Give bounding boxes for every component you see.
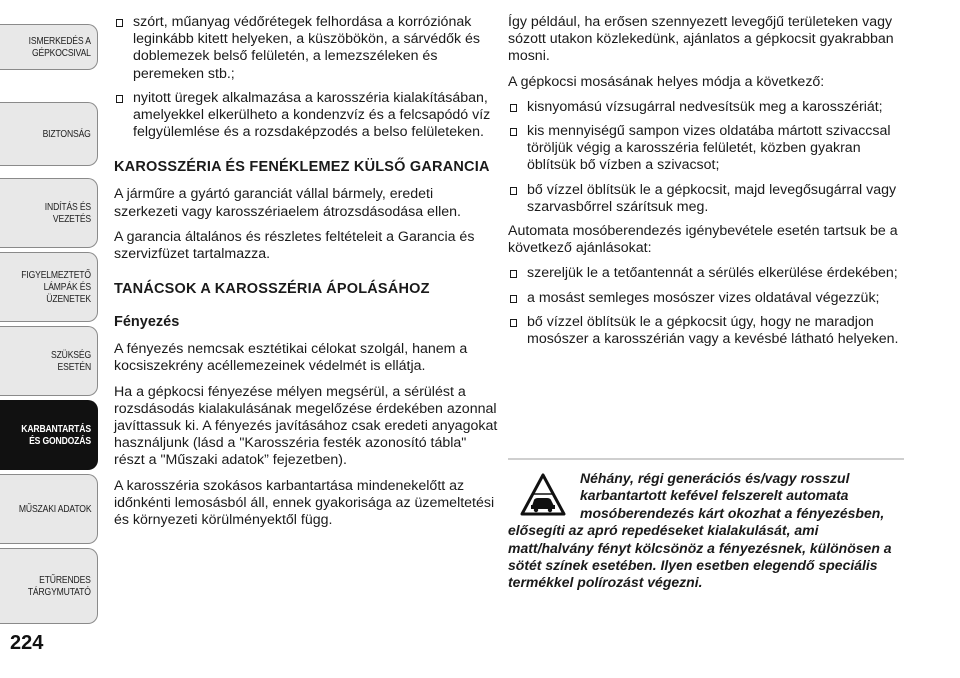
- checkbox-bullet-icon: [116, 95, 123, 103]
- list-item: [508, 182, 900, 216]
- checkbox-bullet-icon: [510, 187, 517, 195]
- paragraph: A fényezés nemcsak esztétikai célokat szolgál, hanem a kocsiszekrény acéllemezeinek védelmét is ellátja.: [114, 341, 468, 375]
- paragraph: A karosszéria szokásos karbantartása mindenekelőtt az időnkénti lemosásból áll, ennek gyakorisága az üzemeltetési és környezeti körülményektől függ.: [114, 477, 495, 529]
- list-item-text: nyitott üregek alkalmazása a karosszéria kialakításában, amelyekkel elkerülheto a kondenzvíz és a felcsapódó víz felgyülemlése és a rozsdaképzodés a belso felületeken.: [133, 89, 491, 141]
- tab-inditas[interactable]: [0, 178, 98, 248]
- checkbox-bullet-icon: [510, 319, 517, 327]
- tab-label: MŰSZAKI ADATOK: [18, 503, 91, 515]
- tab-targymutato[interactable]: [0, 548, 98, 624]
- list-item-text: bő vízzel öblítsük le a gépkocsit, majd levegősugárral vagy szarvasbőrrel szárítsuk meg.: [527, 181, 897, 215]
- left-column: [114, 14, 498, 537]
- list-item-text: a mosást semleges mosószer vizes oldatával végezzük;: [527, 289, 880, 306]
- warning-note: [508, 458, 904, 592]
- tab-label: ETŰRENDES TÁRGYMUTATÓ: [28, 574, 91, 598]
- tab-ismerkedes[interactable]: [0, 24, 98, 70]
- checkbox-bullet-icon: [510, 295, 517, 303]
- tab-label: SZÜKSÉG ESETÉN: [50, 349, 91, 373]
- list-item: [114, 14, 498, 83]
- paragraph: Automata mosóberendezés igénybevétele esetén tartsuk be a következő ajánlásokat:: [508, 223, 898, 257]
- page-number: 224: [10, 632, 44, 654]
- right-column: [508, 14, 900, 355]
- list-item-text: kisnyomású vízsugárral nedvesítsük meg a karosszériát;: [527, 98, 883, 115]
- tab-label: KARBANTARTÁS ÉS GONDOZÁS: [21, 423, 91, 447]
- subsection-heading: Fényezés: [114, 314, 180, 331]
- checkbox-bullet-icon: [510, 270, 517, 278]
- section-heading: TANÁCSOK A KAROSSZÉRIA ÁPOLÁSÁHOZ: [114, 281, 430, 298]
- paragraph: Így például, ha erősen szennyezett levegőjű területeken vagy sózott utakon közlekedünk, ajánlatos a gépkocsit gyakrabban mosni.: [508, 14, 894, 65]
- tab-label: INDÍTÁS ÉS VEZETÉS: [44, 201, 91, 225]
- tab-szukseg[interactable]: [0, 326, 98, 396]
- tab-label: BIZTONSÁG: [42, 128, 91, 140]
- list-item-text: szórt, műanyag védőrétegek felhordása a korróziónak leginkább kitett helyeken, a küszöbökön, a sárvédők és doblemezek belső felületén, a lemezszéleken és peremeken stb.;: [133, 14, 481, 82]
- checkbox-bullet-icon: [510, 104, 517, 112]
- paragraph: A járműre a gyártó garanciát vállal bármely, eredeti szerkezeti vagy karosszériaelem átrozsdásodása ellen.: [114, 186, 461, 220]
- list-item-text: kis mennyiségű sampon vizes oldatába mártott szivaccsal töröljük végig a karosszéria felületét, közben gyakran öblítsük bő vízben a szivacsot;: [527, 123, 891, 174]
- checkbox-bullet-icon: [510, 128, 517, 136]
- list-item: [508, 265, 900, 282]
- list-item: [508, 123, 900, 175]
- paragraph: Ha a gépkocsi fényezése mélyen megsérül, a sérülést a rozsdásodás kialakulásának megelőzése érdekében azonnal javíttassuk ki. A fényezés javításához csak eredeti anyagokat használjunk (lásd a "Karosszéria festék azonosító tábla" részt a "Műszaki adatok” fejezetben).: [114, 383, 498, 469]
- list-item: [508, 290, 900, 307]
- checkbox-bullet-icon: [116, 19, 123, 27]
- tab-label: FIGYELMEZTETŐ LÁMPÁK ÉS ÜZENETEK: [21, 269, 91, 305]
- paragraph: A gépkocsi mosásának helyes módja a következő:: [508, 73, 825, 90]
- list-item-text: bő vízzel öblítsük le a gépkocsit úgy, hogy ne maradjon mosószer a karosszérián vagy a kevésbé látható helyeken.: [527, 313, 899, 348]
- warning-triangle-car-icon: [520, 472, 566, 518]
- tab-karbantartas[interactable]: [0, 400, 98, 470]
- list-item: [508, 314, 900, 348]
- warning-text: Néhány, régi generációs és/vagy rosszul karbantartott kefével felszerelt automata mosóberendezés kárt okozhat a fényezésben, elősegíti az apró repedéseket kialakulását, ami matt/halvány fényt kölcsönöz a fényezésnek, különösen a sötét színek esetében. Ilyen esetben elegendő speciális termékkel polírozást végezni.: [508, 470, 892, 591]
- list-item-text: szereljük le a tetőantennát a sérülés elkerülése érdekében;: [527, 265, 898, 282]
- tab-label: ISMERKEDÉS A GÉPKOCSIVAL: [28, 35, 91, 59]
- section-heading: KAROSSZÉRIA ÉS FENÉKLEMEZ KÜLSŐ GARANCIA: [114, 159, 490, 176]
- chapter-tabs: [0, 0, 100, 678]
- list-item: [508, 99, 900, 116]
- tab-figyelmezteto[interactable]: [0, 252, 98, 322]
- tab-muszaki[interactable]: [0, 474, 98, 544]
- list-item: [114, 90, 498, 142]
- paragraph: A garancia általános és részletes feltételeit a Garancia és szervizfüzet tartalmazza.: [114, 228, 475, 263]
- tab-biztonsag[interactable]: [0, 102, 98, 166]
